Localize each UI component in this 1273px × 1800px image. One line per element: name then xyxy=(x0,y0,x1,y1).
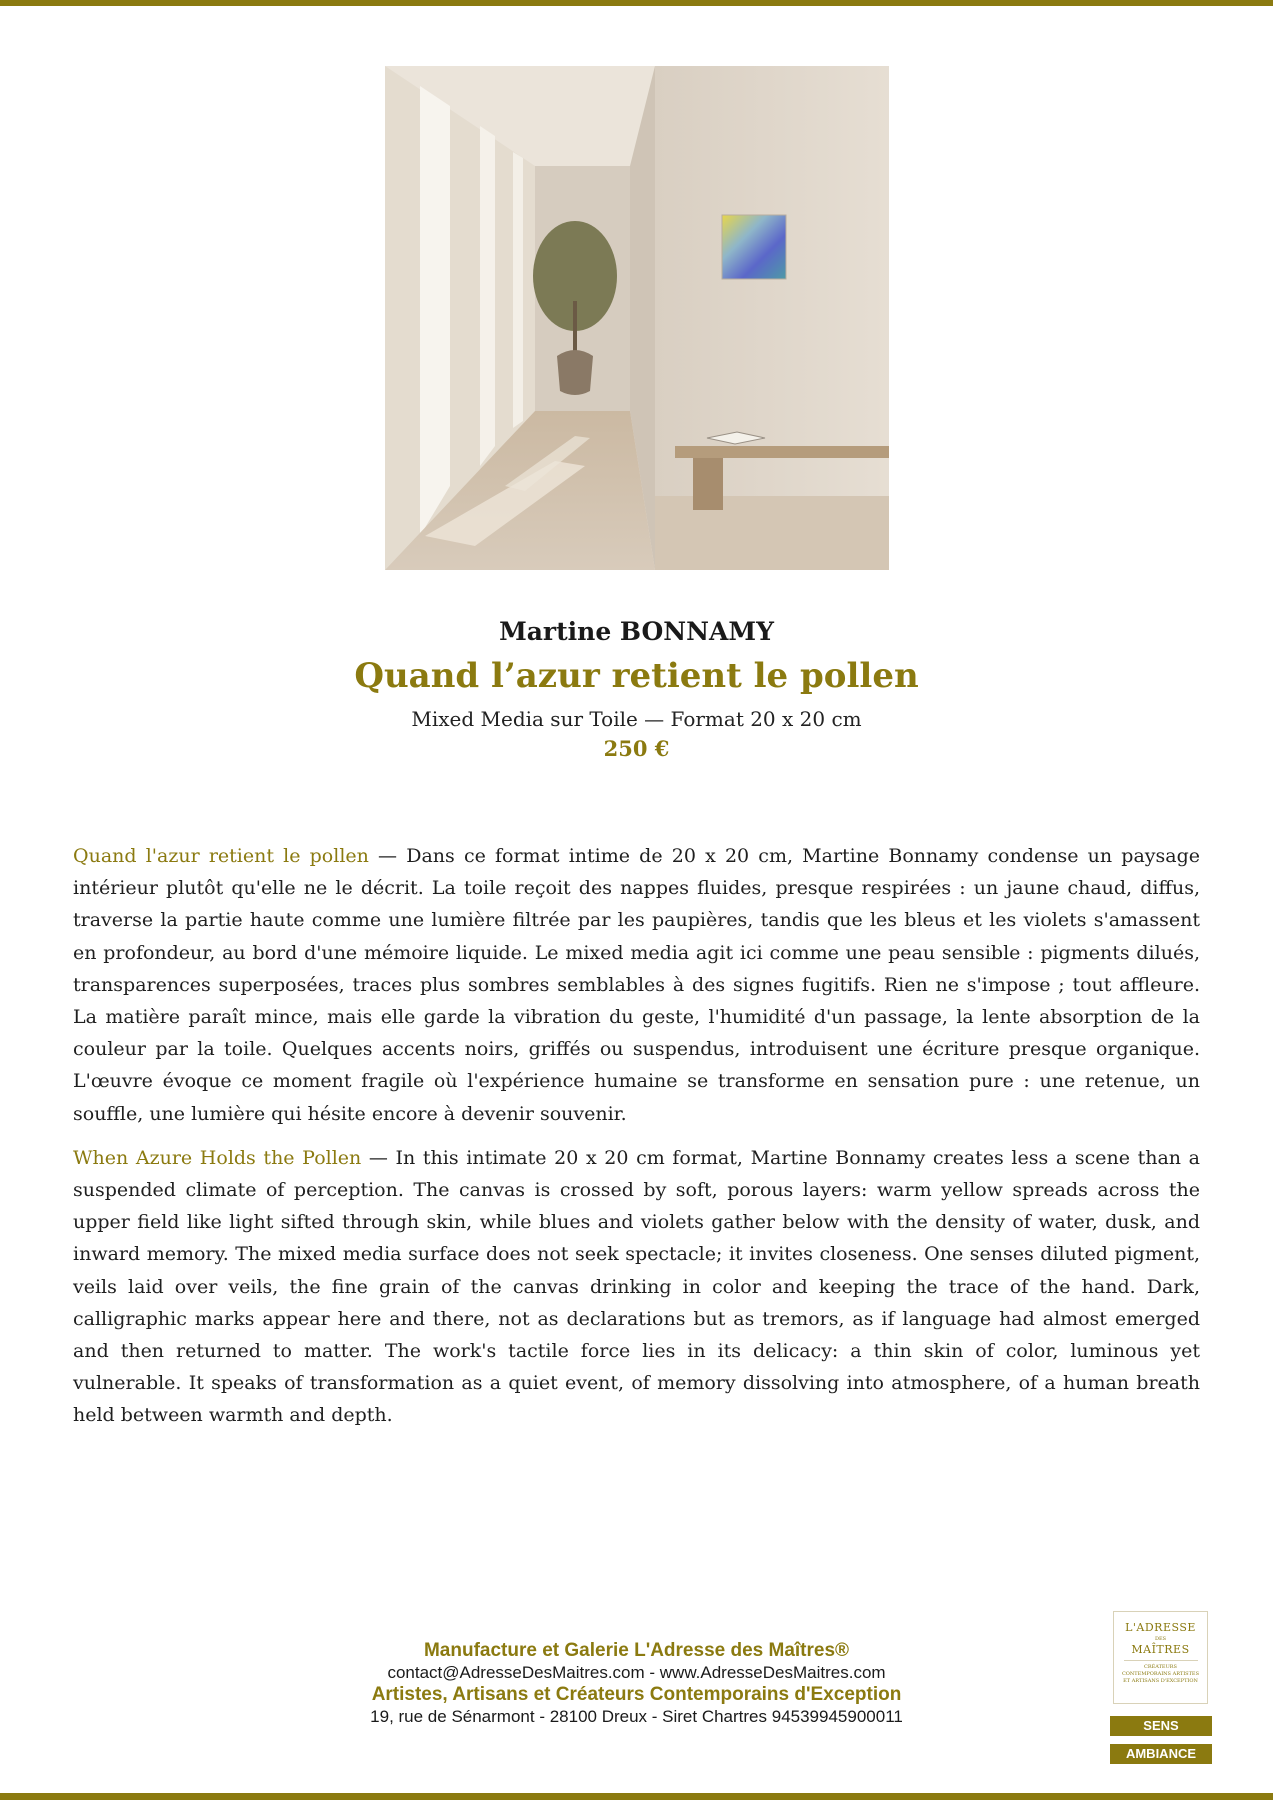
logo-line-3: MAÎTRES xyxy=(1131,1643,1190,1656)
french-text: — Dans ce format intime de 20 x 20 cm, Martine Bonnamy condense un paysage intérieur plutôt qu'elle ne le décrit. La toile reçoit des nappes fluides, presque respirées : un jaune chaud, diffus, traverse la partie haute comme une lumière filtrée par les paupières, tandis que les bleus et les violets s'amassent en profondeur, au bord d'une mémoire liquide. Le mixed media agit ici comme une peau sensible : pigments dilués, transparences superposées, traces plus sombres semblables à des signes fugitifs. Rien ne s'impose ; tout affleure. La matière paraît mince, mais elle garde la vibration du geste, l'humidité d'un passage, la lente absorption de la couleur par la toile. Quelques accents noirs, griffés ou suspendus, introduisent une écriture presque organique. L'œuvre évoque ce moment fragile où l'expérience humaine se transforme en sensation pure : une retenue, un souffle, une lumière qui hésite encore à devenir souvenir. xyxy=(73,845,1200,1125)
footer xyxy=(0,1640,1273,1728)
artwork-price: 250 € xyxy=(603,736,670,761)
bottom-border xyxy=(0,1793,1273,1800)
tag-ambiance: AMBIANCE xyxy=(1110,1744,1212,1764)
description-french xyxy=(73,840,1200,1130)
description xyxy=(73,840,1200,1444)
artwork-photo xyxy=(385,66,889,570)
gallery-logo xyxy=(1113,1611,1208,1704)
room-illustration xyxy=(385,66,889,570)
footer-contact: contact@AdresseDesMaitres.com - www.AdresseDesMaitres.com xyxy=(387,1663,886,1682)
logo-divider xyxy=(1124,1660,1198,1661)
description-english xyxy=(73,1142,1200,1432)
artwork-header xyxy=(0,614,1273,764)
footer-address: 19, rue de Sénarmont - 28100 Dreux - Siret Chartres 94539945900011 xyxy=(370,1707,903,1726)
logo-line-4: CRÉATEURS CONTEMPORAINS ARTISTES ET ARTISANS D'EXCEPTION xyxy=(1121,1664,1200,1684)
footer-tagline: Artistes, Artisans et Créateurs Contemporains d'Exception xyxy=(371,1684,902,1705)
english-text: — In this intimate 20 x 20 cm format, Martine Bonnamy creates less a scene than a suspended climate of perception. The canvas is crossed by soft, porous layers: warm yellow spreads across the upper field like light sifted through skin, while blues and violets gather below with the density of water, dusk, and inward memory. The mixed media surface does not seek spectacle; it invites closeness. One senses diluted pigment, veils laid over veils, the fine grain of the canvas drinking in color and keeping the trace of the hand. Dark, calligraphic marks appear here and there, not as declarations but as tremors, as if language had almost emerged and then returned to matter. The work's tactile force lies in its delicacy: a thin skin of color, luminous yet vulnerable. It speaks of transformation as a quiet event, of memory dissolving into atmosphere, of a human breath held between warmth and depth. xyxy=(73,1146,1200,1427)
artist-name: Martine BONNAMY xyxy=(499,617,774,646)
logo-line-2: DES xyxy=(1154,1636,1167,1642)
artwork-title: Quand l’azur retient le pollen xyxy=(354,656,919,696)
logo-line-1: L'ADRESSE xyxy=(1125,1621,1196,1634)
french-lead: Quand l'azur retient le pollen xyxy=(73,845,369,867)
artwork-medium: Mixed Media sur Toile — Format 20 x 20 cm xyxy=(411,707,862,731)
tag-sens: SENS xyxy=(1110,1716,1212,1736)
english-lead: When Azure Holds the Pollen xyxy=(73,1146,362,1169)
top-border xyxy=(0,0,1273,6)
footer-company: Manufacture et Galerie L'Adresse des Maîtres® xyxy=(423,1640,850,1661)
